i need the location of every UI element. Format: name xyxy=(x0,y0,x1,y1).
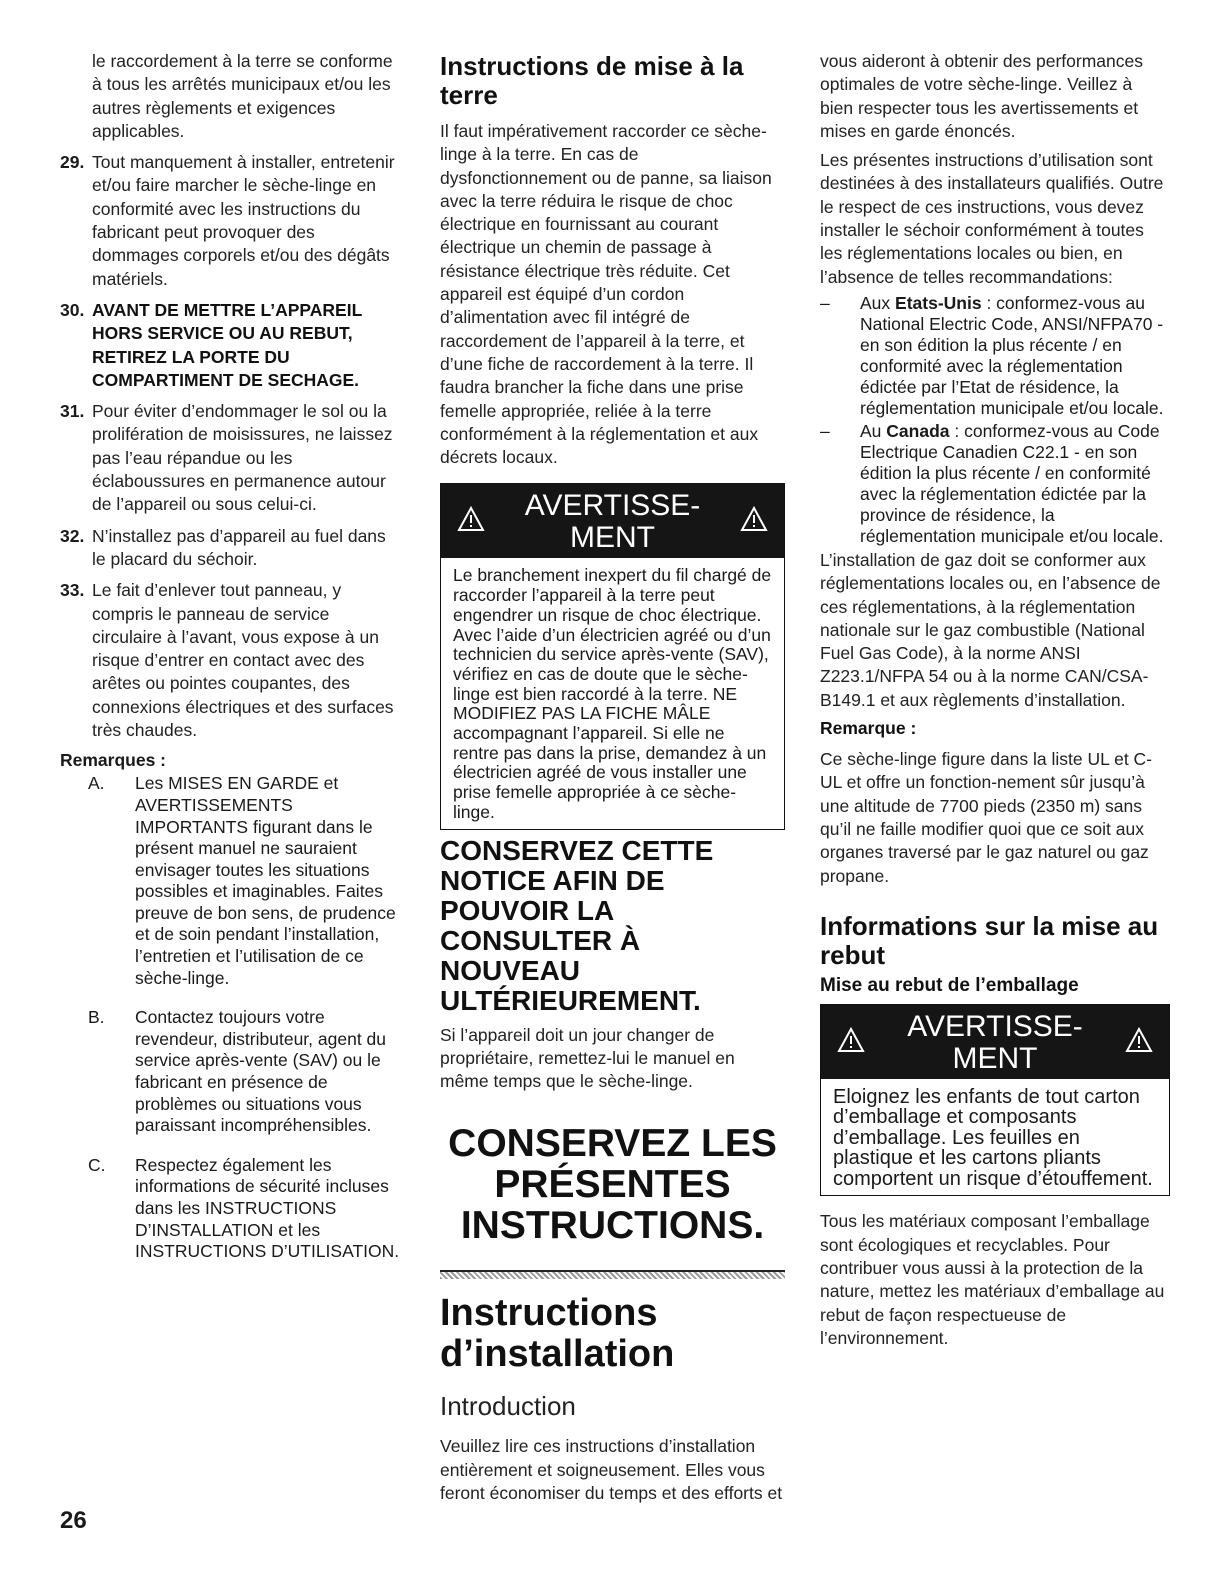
list-item-29 xyxy=(60,151,400,291)
remark-c xyxy=(60,1155,400,1263)
introduction-body: Veuillez lire ces instructions d’installation entièrement et soigneusement. Elles vous feront économiser du temps et des efforts et xyxy=(440,1436,783,1504)
list-item-30 xyxy=(60,299,400,392)
installation-heading: Instructions d’installation xyxy=(440,1292,675,1376)
dash-item-canada: – Au Canada : conformez-vous au Code Electrique Canadien C22.1 - en son édition la plus récente / en conformité avec la réglementation édictée par la province de résidence, la réglementation municipale et/ou locale. xyxy=(820,420,1164,546)
remark-letter: B. xyxy=(88,1007,105,1028)
dash-bold-country: Etats-Unis xyxy=(895,292,982,313)
item-number: 31. xyxy=(60,401,85,422)
item-number: 33. xyxy=(60,580,85,601)
remark-text: Les MISES EN GARDE et AVERTISSEMENTS IMPORTANTS figurant dans le présent manuel ne sauraient envisager toutes les situations possibles et imaginables. Faites preuve de bon sens, de prudence et de soin pendant l’installation, l’entretien et l’utilisation de ce sèche-linge. xyxy=(135,773,396,988)
page-number: 26 xyxy=(60,1507,87,1534)
item-text: AVANT DE METTRE L’APPAREIL HORS SERVICE OU AU REBUT, RETIREZ LA PORTE DU COMPARTIMENT DE SECHAGE. xyxy=(92,299,362,390)
remark-text: Respectez également les informations de sécurité incluses dans les INSTRUCTIONS D’INSTALLATION et les INSTRUCTIONS D’UTILISATION. xyxy=(135,1154,400,1262)
remarks-heading: Remarques : xyxy=(60,750,167,771)
grounding-body: Il faut impérativement raccorder ce sèche-linge à la terre. En cas de dysfonctionnement ou de panne, sa liaison avec la terre réduira le risque de choc électrique en fournissant au courant électrique un chemin de passage à résistance électrique très réduite. Cet appareil est équipé d’un cordon d’alimentation avec fil intégré de raccordement de l’appareil à la terre, et d’une fiche de raccordement à la terre. Il faudra brancher la fiche dans une prise femelle appropriée, reliée à la terre conformément à la réglementation et aux décrets locaux. xyxy=(440,121,772,468)
dash-bold-country: Canada xyxy=(886,420,950,441)
conserve-instructions-heading: CONSERVEZ LES PRÉSENTES INSTRUCTIONS. xyxy=(448,1122,777,1248)
dash-text: : conformez-vous au Code Electrique Canadien C22.1 - en son édition la plus récente / en conformité avec la réglementation édictée par la province de résidence, la réglementation municipale et/ou locale. xyxy=(860,420,1164,546)
warning-triangle-icon xyxy=(457,506,485,532)
conserve-heading: CONSERVEZ CETTE NOTICE AFIN DE POUVOIR LA CONSULTER À NOUVEAU ULTÉRIEUREMENT. xyxy=(440,834,714,1016)
item-text: N’installez pas d’appareil au fuel dans le placard du séchoir. xyxy=(92,525,386,569)
remark-letter: A. xyxy=(88,773,105,794)
packaging-heading: Mise au rebut de l’emballage xyxy=(820,974,1079,996)
item-number: 29. xyxy=(60,152,85,173)
introduction-heading: Introduction xyxy=(440,1391,576,1422)
warning-triangle-icon xyxy=(837,1027,865,1053)
final-paragraph: Tous les matériaux composant l’emballage sont écologiques et recyclables. Pour contribuer vous aussi à la protection de la nature, mettez les matériaux d’emballage au rebut de façon respectueuse de l’environnement. xyxy=(820,1211,1165,1348)
warning-box-packaging xyxy=(820,1004,1170,1197)
warning-triangle-icon xyxy=(1125,1027,1153,1053)
intro-text: le raccordement à la terre se conforme à tous les arrêtés municipaux et/ou les autres règlements et exigences applicables. xyxy=(92,51,393,141)
warning-title-line2: MENT xyxy=(570,521,655,555)
warning-box-grounding xyxy=(440,483,785,829)
item-number: 32. xyxy=(60,525,85,546)
column-left xyxy=(60,52,400,1281)
remark-body: Ce sèche-linge figure dans la liste UL et C-UL et offre un fonction-nement sûr jusqu’à une altitude de 7700 pieds (2350 m) sans qu’il ne faille modifier quoi que ce soit aux organes traversé par le gaz naturel ou gaz propane. xyxy=(820,749,1153,886)
dash-item-usa: – Aux Etats-Unis : conformez-vous au National Electric Code, ANSI/NFPA70 - en son édition la plus récente / en conformité avec la réglementation édictée par l’Etat de résidence, la réglementation municipale et/ou locale. xyxy=(820,292,1164,418)
item-text: Pour éviter d’endommager le sol ou la prolifération de moisissures, ne laissez pas l’eau répandue ou les éclaboussures en permanence autour de l’appareil ou sous celui-ci. xyxy=(92,401,393,515)
warning-title-line1: AVERTISSE- xyxy=(907,1009,1083,1043)
warning-body: Le branchement inexpert du fil chargé de raccorder l’appareil à la terre peut engendrer un risque de choc électrique. Avec l’aide d’un électricien agréé ou d’un technicien du service après-vente (SAV), vérifiez en cas de doute que le sèche-linge est bien raccordé à la terre. NE MODIFIEZ PAS LA FICHE MÂLE accompagnant l’appareil. Si elle ne rentre pas dans la prise, demandez à un électricien agréé de vous installer une prise femelle appropriée à ce sèche-linge. xyxy=(453,565,772,822)
warning-header xyxy=(821,1005,1169,1079)
remark-a xyxy=(60,773,400,989)
grounding-heading: Instructions de mise à la terre xyxy=(440,51,744,110)
list-item-31 xyxy=(60,400,400,516)
remark-letter: C. xyxy=(88,1154,106,1175)
dash-text-prefix: Au xyxy=(860,420,887,441)
paragraph-2: Les présentes instructions d’utilisation sont destinées à des installateurs qualifiés. Outre le respect de ces instructions, vous devez installer le séchoir conformément à toutes les réglementations locales ou bien, en l’absence de telles recommandations: xyxy=(820,150,1164,287)
conserve-body: Si l’appareil doit un jour changer de propriétaire, remettez-lui le manuel en même temps que le sèche-linge. xyxy=(440,1024,735,1092)
section-divider xyxy=(440,1270,785,1279)
dash-text-prefix: Aux xyxy=(860,292,896,313)
remark-text: Contactez toujours votre revendeur, distributeur, agent du service après-vente (SAV) ou le fabricant en présence de problèmes ou situations vous paraissant incompréhensibles. xyxy=(135,1007,387,1136)
warning-header xyxy=(441,484,784,558)
disposal-heading: Informations sur la mise au rebut xyxy=(820,910,1159,970)
list-item-33 xyxy=(60,579,400,742)
list-item-32 xyxy=(60,525,400,572)
remark-b xyxy=(60,1007,400,1137)
warning-body: Eloignez les enfants de tout carton d’emballage et composants d’emballage. Les feuilles en plastique et les cartons pliants comportent un risque d’étouffement. xyxy=(833,1085,1153,1190)
warning-title-line1: AVERTISSE- xyxy=(524,489,701,523)
warning-title-line2: MENT xyxy=(952,1041,1038,1075)
item-text: Tout manquement à installer, entretenir et/ou faire marcher le sèche-linge en conformité avec les instructions du fabricant peut provoquer des dommages corporels et/ou des dégâts matériels. xyxy=(92,152,395,289)
item-number: 30. xyxy=(60,299,85,320)
dash-text: : conformez-vous au National Electric Code, ANSI/NFPA70 - en son édition la plus récente / en conformité avec la réglementation édictée par l’Etat de résidence, la réglementation municipale et/ou locale. xyxy=(860,292,1164,418)
column-middle xyxy=(440,52,785,1505)
paragraph-1: vous aideront à obtenir des performances optimales de votre sèche-linge. Veillez à bien respecter tous les avertissements et mises en garde énoncés. xyxy=(820,51,1143,141)
warning-triangle-icon xyxy=(740,506,768,532)
column-right xyxy=(820,52,1170,1350)
item-text: Le fait d’enlever tout panneau, y compris le panneau de service circulaire à l’avant, vous expose à un risque d’entrer en contact avec des arêtes ou pointes coupantes, des connexions électriques et des surfaces très chaudes. xyxy=(92,580,394,741)
paragraph-3: L’installation de gaz doit se conformer aux réglementations locales ou, en l’absence de ces réglementations, à la réglementation nationale sur le gaz combustible (National Fuel Gas Code), à la norme ANSI Z223.1/NFPA 54 ou à la norme CAN/CSA-B149.1 et aux règlements d’installation. xyxy=(820,549,1161,710)
remark-heading: Remarque : xyxy=(820,718,917,739)
